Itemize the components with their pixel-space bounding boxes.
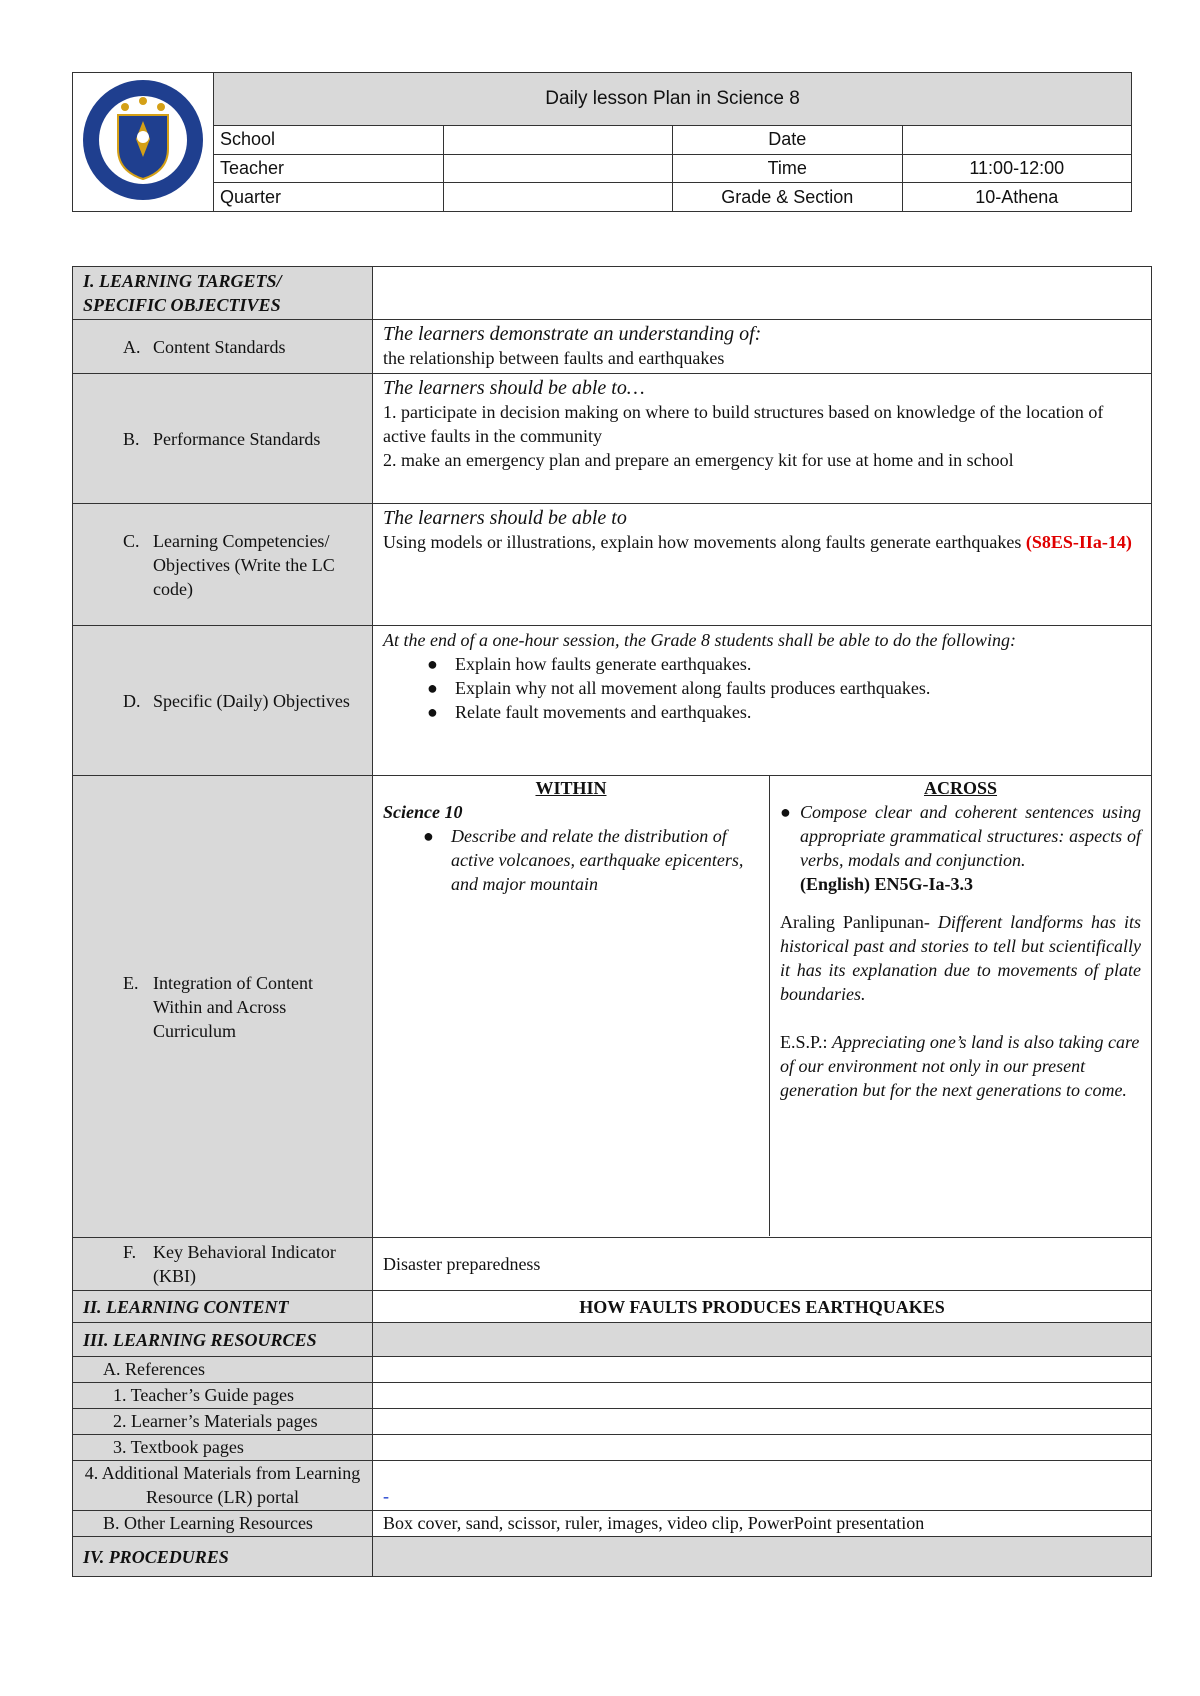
list-item: [383, 652, 1141, 676]
row-letter: E.: [123, 972, 139, 993]
content-standards-label: [73, 320, 373, 374]
other-resources-text: B. Other Learning Resources: [103, 1513, 313, 1533]
teacher-label: Teacher: [214, 154, 444, 183]
learning-competencies-value: [373, 504, 1152, 626]
section-learning-targets: I. LEARNING TARGETS/ SPECIFIC OBJECTIVES: [73, 267, 373, 320]
section-row: [73, 1323, 1152, 1357]
across-column: [770, 776, 1152, 1236]
date-label: Date: [673, 126, 903, 155]
bullet-icon: ●: [423, 826, 434, 846]
section-procedures: IV. PROCEDURES: [73, 1537, 373, 1577]
learners-materials-value: [373, 1409, 1152, 1435]
list-item: [383, 824, 759, 896]
header-row: [73, 126, 1132, 155]
time-label: Time: [673, 154, 903, 183]
specific-objectives-label: [73, 626, 373, 776]
table-row: [73, 320, 1152, 374]
table-row: [73, 374, 1152, 504]
content-standards-value: [373, 320, 1152, 374]
teachers-guide-value: [373, 1383, 1152, 1409]
row-letter: A.: [123, 336, 141, 357]
time-value: 11:00-12:00: [902, 154, 1132, 183]
table-row: [73, 504, 1152, 626]
table-row: [73, 1357, 1152, 1383]
objective-text: Explain why not all movement along faults produces earthquakes.: [455, 678, 931, 698]
content-standards-intro: The learners demonstrate an understanding of:: [383, 323, 762, 345]
performance-standards-line: 1. participate in decision making on where to build structures based on knowledge of the location of active faults in the community: [383, 402, 1104, 446]
school-value: [443, 126, 673, 155]
performance-standards-label: [73, 374, 373, 504]
performance-standards-intro: The learners should be able to…: [383, 377, 645, 399]
row-label: Performance Standards: [153, 428, 321, 449]
teachers-guide-label: [73, 1383, 373, 1409]
additional-materials-label: 4. Additional Materials from Learning Resource (LR) portal: [73, 1461, 373, 1511]
section-learning-resources: III. LEARNING RESOURCES: [73, 1323, 373, 1357]
section-learning-content: II. LEARNING CONTENT: [73, 1291, 373, 1323]
learning-competencies-label: [73, 504, 373, 626]
references-text: A. References: [103, 1359, 205, 1379]
additional-materials-value: [373, 1461, 1152, 1511]
grade-section-label: Grade & Section: [673, 183, 903, 212]
table-row: [73, 1409, 1152, 1435]
lc-code: (S8ES-IIa-14): [1025, 532, 1132, 552]
table-row: [73, 1238, 1152, 1291]
ap-text: Different landforms has its historical past and stories to tell but scientifically it has its explanation due to movements of plate boundaries.: [780, 912, 1141, 1004]
school-label: School: [214, 126, 444, 155]
textbook-text: 3. Textbook pages: [113, 1437, 244, 1457]
teacher-value: [443, 154, 673, 183]
esp-label: E.S.P.:: [780, 1032, 828, 1052]
section-row: [73, 1291, 1152, 1323]
additional-materials-link[interactable]: -: [383, 1486, 389, 1506]
header-row: [73, 183, 1132, 212]
learners-materials-text: 2. Learner’s Materials pages: [113, 1411, 318, 1431]
list-item: [780, 800, 1141, 872]
section-row: [73, 1537, 1152, 1577]
row-label: Integration of Content Within and Across Curriculum: [153, 972, 313, 1041]
deped-seal: [73, 73, 214, 212]
learning-competencies-intro: The learners should be able to: [383, 507, 627, 529]
header-row: [73, 154, 1132, 183]
references-value: [373, 1357, 1152, 1383]
esp-text: Appreciating one’s land is also taking care of our environment not only in our present generation but for the next generations to come.: [780, 1032, 1140, 1100]
across-text: Compose clear and coherent sentences using appropriate grammatical structures: aspects of verbs, modals and conjunction.: [800, 802, 1141, 870]
table-row: [73, 1461, 1152, 1511]
lesson-plan-title: Daily lesson Plan in Science 8: [214, 73, 1132, 126]
across-heading: ACROSS: [923, 778, 998, 798]
integration-inner-table: [373, 776, 1151, 1236]
specific-objectives-intro: At the end of a one-hour session, the Grade 8 students shall be able to do the following:: [383, 630, 1016, 650]
kbi-label: [73, 1238, 373, 1291]
objective-text: Explain how faults generate earthquakes.: [455, 654, 752, 674]
row-label: Specific (Daily) Objectives: [153, 690, 350, 711]
other-resources-value: Box cover, sand, scissor, ruler, images, video clip, PowerPoint presentation: [373, 1511, 1152, 1537]
textbook-value: [373, 1435, 1152, 1461]
other-resources-label: [73, 1511, 373, 1537]
header-table: [72, 72, 1132, 212]
section-row: [73, 267, 1152, 320]
table-row: [73, 1383, 1152, 1409]
within-column: [373, 776, 770, 1236]
bullet-icon: ●: [427, 702, 438, 722]
quarter-value: [443, 183, 673, 212]
integration-label: [73, 776, 373, 1238]
grade-section-value: 10-Athena: [902, 183, 1132, 212]
row-label: Content Standards: [153, 336, 286, 357]
specific-objectives-value: [373, 626, 1152, 776]
bullet-icon: ●: [427, 678, 438, 698]
within-subject: Science 10: [383, 802, 463, 822]
row-letter: B.: [123, 428, 140, 449]
deped-seal-icon: [80, 77, 206, 203]
list-item: [383, 700, 1141, 724]
table-row: [73, 626, 1152, 776]
row-letter: D.: [123, 690, 141, 711]
bullet-icon: ●: [427, 654, 438, 674]
list-item: [383, 676, 1141, 700]
row-letter: C.: [123, 530, 140, 551]
kbi-value: Disaster preparedness: [373, 1238, 1152, 1291]
row-label: Learning Competencies/ Objectives (Write the LC code): [153, 530, 335, 599]
date-value: [902, 126, 1132, 155]
within-heading: WITHIN: [535, 778, 607, 798]
performance-standards-value: [373, 374, 1152, 504]
objective-text: Relate fault movements and earthquakes.: [455, 702, 752, 722]
integration-value: [373, 776, 1152, 1238]
table-row: [73, 1511, 1152, 1537]
references-label: [73, 1357, 373, 1383]
section-learning-resources-value: [373, 1323, 1152, 1357]
teachers-guide-text: 1. Teacher’s Guide pages: [113, 1385, 295, 1405]
performance-standards-line: 2. make an emergency plan and prepare an emergency kit for use at home and in school: [383, 450, 1014, 470]
table-row: [73, 776, 1152, 1238]
learning-competencies-text: Using models or illustrations, explain how movements along faults generate earthquakes: [383, 532, 1022, 552]
learning-content-value: HOW FAULTS PRODUCES EARTHQUAKES: [373, 1291, 1152, 1323]
content-standards-text: the relationship between faults and earthquakes: [383, 348, 725, 368]
across-code: (English) EN5G-Ia-3.3: [800, 874, 974, 894]
section-procedures-value: [373, 1537, 1152, 1577]
bullet-icon: ●: [780, 802, 791, 822]
row-letter: F.: [123, 1242, 137, 1262]
section-learning-targets-value: [373, 267, 1152, 320]
lesson-plan-table: [72, 266, 1152, 1577]
table-row: [73, 1435, 1152, 1461]
learners-materials-label: [73, 1409, 373, 1435]
ap-label: Araling Panlipunan-: [780, 912, 930, 932]
row-label: Key Behavioral Indicator (KBI): [153, 1242, 336, 1286]
within-text: Describe and relate the distribution of active volcanoes, earthquake epicenters, and major mountain: [451, 826, 744, 894]
quarter-label: Quarter: [214, 183, 444, 212]
textbook-label: [73, 1435, 373, 1461]
